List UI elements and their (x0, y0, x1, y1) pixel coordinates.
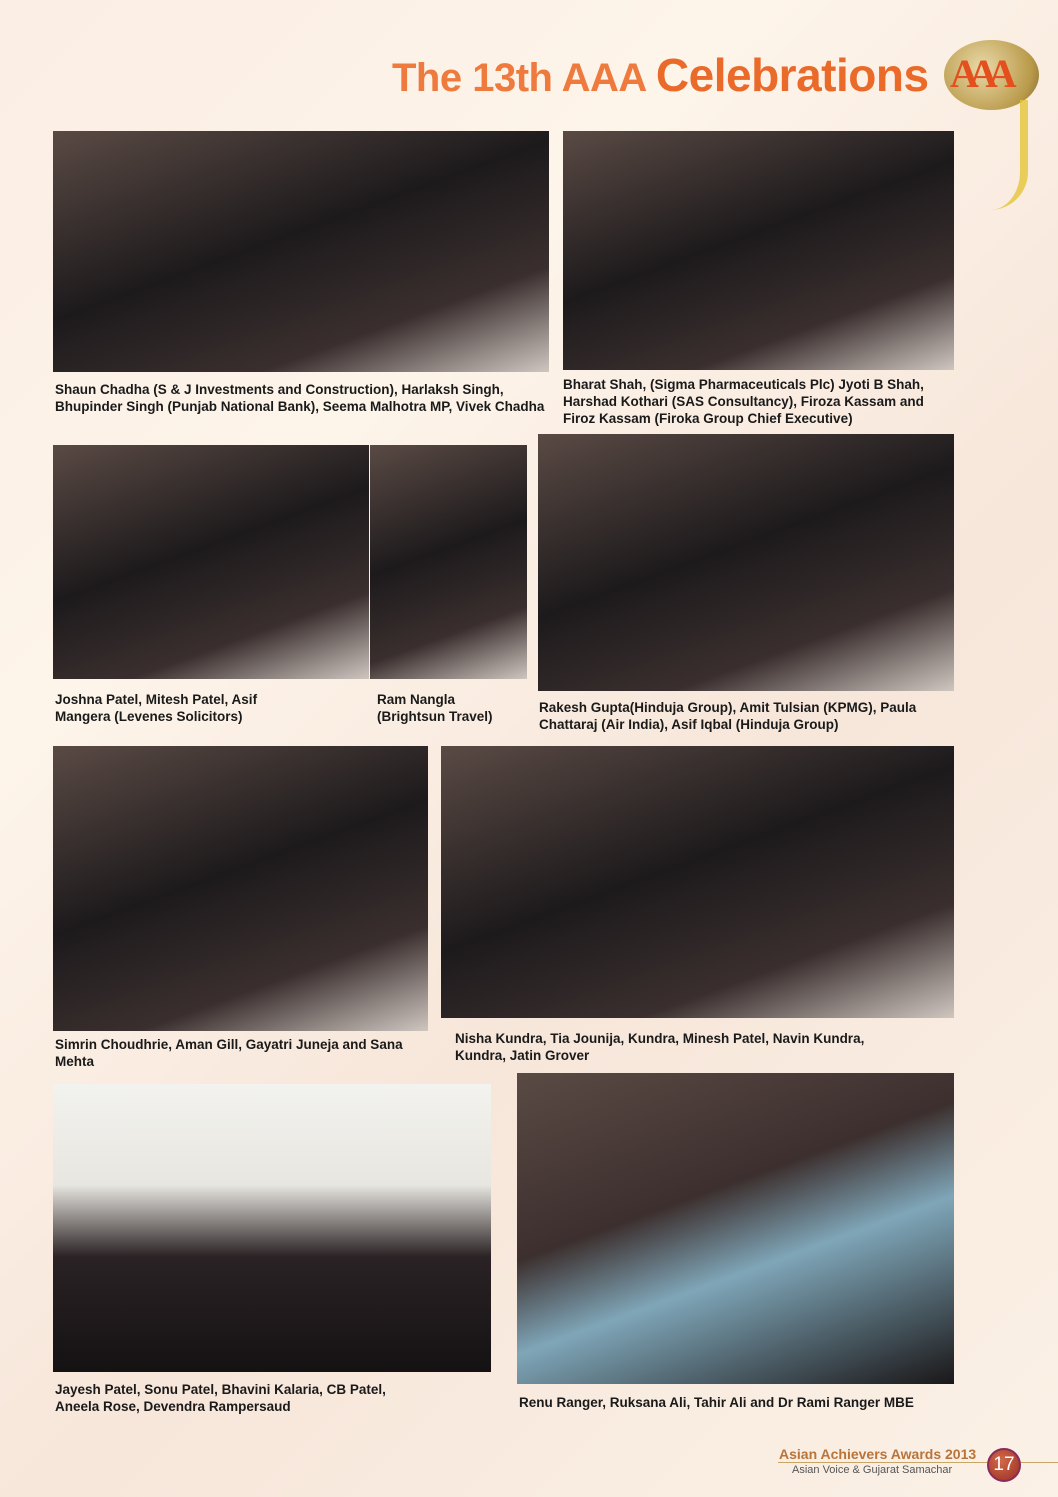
title-main: Celebrations (655, 49, 929, 101)
photo-7 (441, 746, 954, 1018)
caption-5: Rakesh Gupta(Hinduja Group), Amit Tulsian (KPMG), Paula Chattaraj (Air India), Asif Iqbal (Hinduja Group) (539, 700, 917, 732)
photo-6 (53, 746, 428, 1031)
photo-8 (53, 1084, 491, 1372)
page-title (392, 48, 929, 102)
caption-6: Simrin Choudhrie, Aman Gill, Gayatri Juneja and Sana Mehta (55, 1037, 403, 1069)
caption-3: Joshna Patel, Mitesh Patel, Asif Mangera (Levenes Solicitors) (55, 692, 258, 724)
logo-swoosh (990, 100, 1028, 210)
logo-text: AAA (950, 51, 1007, 96)
caption-7: Nisha Kundra, Tia Jounija, Kundra, Minesh Patel, Navin Kundra, Kundra, Jatin Grover (455, 1031, 865, 1063)
photo-1 (53, 131, 549, 372)
photo-3 (53, 445, 369, 679)
footer-publication: Asian Achievers Awards 2013 (779, 1446, 977, 1462)
photo-2 (563, 131, 954, 370)
caption-2: Bharat Shah, (Sigma Pharmaceuticals Plc) Jyoti B Shah, Harshad Kothari (SAS Consultancy), Firoza Kassam and Firoz Kassam (Firoka Group Chief Executive) (563, 377, 924, 426)
caption-9: Renu Ranger, Ruksana Ali, Tahir Ali and Dr Rami Ranger MBE (519, 1395, 914, 1410)
footer-subtitle: Asian Voice & Gujarat Samachar (792, 1464, 953, 1476)
title-prefix: The 13th AAA (392, 56, 646, 100)
photo-9 (517, 1073, 954, 1384)
caption-1: Shaun Chadha (S & J Investments and Construction), Harlaksh Singh, Bhupinder Singh (Punjab National Bank), Seema Malhotra MP, Vivek Chadha (55, 382, 545, 414)
photo-4 (370, 445, 527, 679)
page-number: 17 (987, 1448, 1021, 1482)
caption-8: Jayesh Patel, Sonu Patel, Bhavini Kalaria, CB Patel, Aneela Rose, Devendra Rampersaud (55, 1382, 386, 1414)
photo-5 (538, 434, 954, 691)
caption-4: Ram Nangla (Brightsun Travel) (377, 692, 493, 724)
